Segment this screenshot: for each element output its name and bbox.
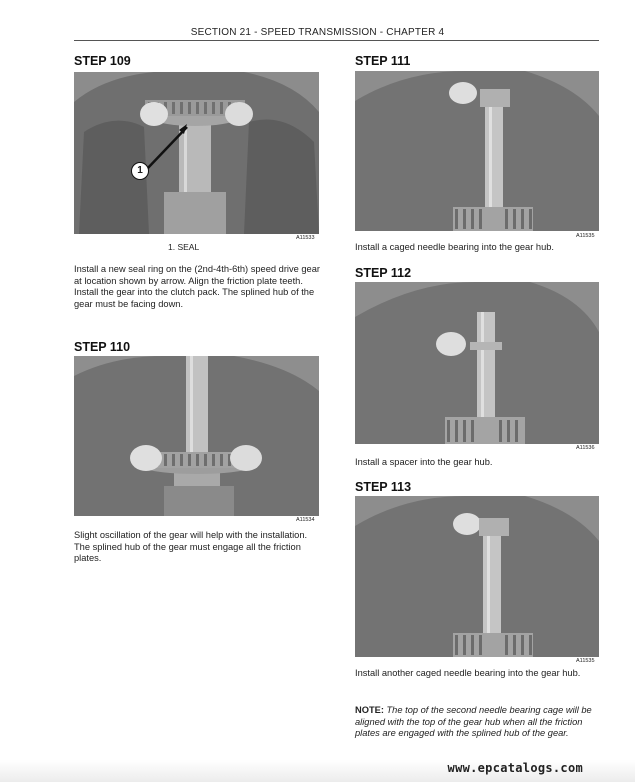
step-109-title: STEP 109 xyxy=(74,54,131,68)
step-112-title: STEP 112 xyxy=(355,266,412,280)
step-112-text: Install a spacer into the gear hub. xyxy=(355,457,493,467)
step-109-caption: 1. SEAL xyxy=(168,242,200,252)
step-112-photo xyxy=(355,282,599,444)
step-111-fig-id: A11535 xyxy=(576,233,595,239)
step-109-text: Install a new seal ring on the (2nd-4th-6th) speed drive gear at location shown by arrow. Align the friction plate teeth. Install the gear into the clutch pack. The splined hub of the gear must be facing down. xyxy=(74,264,320,310)
section-header: SECTION 21 - SPEED TRANSMISSION - CHAPTER 4 xyxy=(190,27,445,38)
step-110-text: Slight oscillation of the gear will help with the installation. The splined hub of the gear must engage all the friction plates. xyxy=(74,530,308,564)
step-109-fig-id: A11533 xyxy=(296,235,315,241)
step-110-photo xyxy=(74,356,319,516)
note-label: NOTE: xyxy=(355,705,384,715)
step-113-photo xyxy=(355,496,599,657)
step-112-fig-id: A11536 xyxy=(576,445,595,451)
callout-1-badge: 1 xyxy=(131,162,149,180)
watermark-link[interactable]: www.epcatalogs.com xyxy=(447,761,583,775)
step-111-text: Install a caged needle bearing into the gear hub. xyxy=(355,242,554,252)
note-text: The top of the second needle bearing cage will be aligned with the top of the gear hub when all the friction plates are engaged with the splined hub of the gear. xyxy=(355,705,592,739)
note-paragraph xyxy=(355,705,601,740)
step-110-title: STEP 110 xyxy=(74,340,131,354)
step-110-fig-id: A11534 xyxy=(296,517,315,523)
header-rule xyxy=(74,40,599,41)
step-113-fig-id: A11535 xyxy=(576,658,595,664)
step-113-title: STEP 113 xyxy=(355,480,412,494)
step-111-photo xyxy=(355,71,599,231)
step-111-title: STEP 111 xyxy=(355,54,411,68)
step-113-text: Install another caged needle bearing into the gear hub. xyxy=(355,668,581,678)
step-109-photo xyxy=(74,72,319,234)
